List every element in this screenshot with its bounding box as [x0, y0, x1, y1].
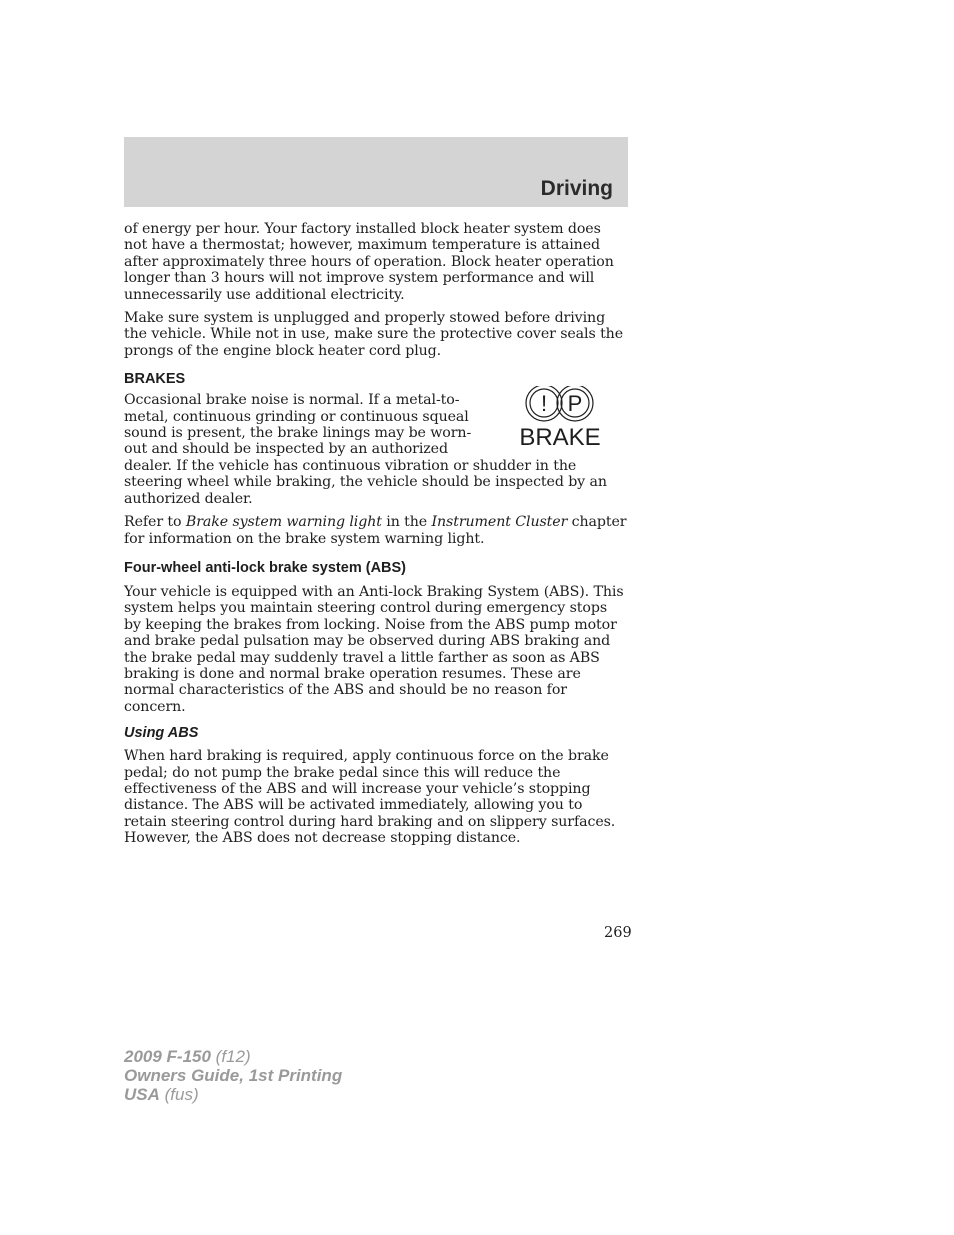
using-abs-heading: Using ABS — [124, 725, 199, 742]
brake-icon-label: BRAKE — [519, 424, 601, 452]
brake-icon-p: P — [567, 391, 583, 417]
section-title: Driving — [540, 177, 613, 200]
using-abs-paragraph: When hard braking is required, apply continuous force on the brake pedal; do not pump the brake pedal since this will reduce the effectiveness of the ABS and will increase your vehicle’s stopping distance. The ABS will be activated immediately, allowing you to retain steering control during hard braking and on slippery surfaces. However, the ABS does not decrease stopping distance. — [124, 748, 616, 847]
section-header-band — [124, 137, 628, 207]
brakes-paragraph-2: Refer to Brake system warning light in the Instrument Cluster chapter for information on the brake system warning light. — [124, 514, 627, 547]
block-heater-paragraph-1: of energy per hour. Your factory installed block heater system does not have a thermostat; however, maximum temperature is attained after approximately three hours of operation. Block heater operation longer than 3 hours will not improve system performance and will unnecessarily use additional electricity. — [124, 221, 614, 303]
brake-icon-exclamation: ! — [540, 391, 548, 417]
document-footer — [124, 1047, 342, 1104]
footer-line-3: USA (fus) — [124, 1085, 199, 1104]
block-heater-paragraph-2: Make sure system is unplugged and properly stowed before driving the vehicle. While not in use, make sure the protective cover seals the prongs of the engine block heater cord plug. — [124, 310, 624, 359]
brakes-paragraph-1: Occasional brake noise is normal. If a metal-to-metal, continuous grinding or continuous squeal sound is present, the brake linings may be worn-out and should be inspected by an authorized dealer. If the vehicle has continuous vibration or shudder in the steering wheel while braking, the vehicle should be inspected by an authorized dealer. — [124, 392, 607, 507]
abs-paragraph: Your vehicle is equipped with an Anti-lock Braking System (ABS). This system helps you maintain steering control during emergency stops by keeping the brakes from locking. Noise from the ABS pump motor and brake pedal pulsation may be observed during ABS braking and the brake pedal may suddenly travel a little farther as soon as ABS braking is done and normal brake operation resumes. These are normal characteristics of the ABS and should be no reason for concern. — [124, 583, 624, 715]
brake-warning-light-ref: Brake system warning light — [185, 514, 382, 531]
brake-warning-icon — [498, 386, 618, 456]
footer-line-2: Owners Guide, 1st Printing — [124, 1066, 343, 1085]
brakes-section — [124, 392, 628, 507]
page-number: 269 — [604, 925, 632, 941]
footer-line-1: 2009 F-150 (f12) — [124, 1047, 251, 1066]
abs-heading: Four-wheel anti-lock brake system (ABS) — [124, 559, 407, 576]
page-content — [124, 221, 628, 854]
brakes-heading: BRAKES — [124, 371, 186, 388]
instrument-cluster-ref: Instrument Cluster — [431, 514, 568, 531]
